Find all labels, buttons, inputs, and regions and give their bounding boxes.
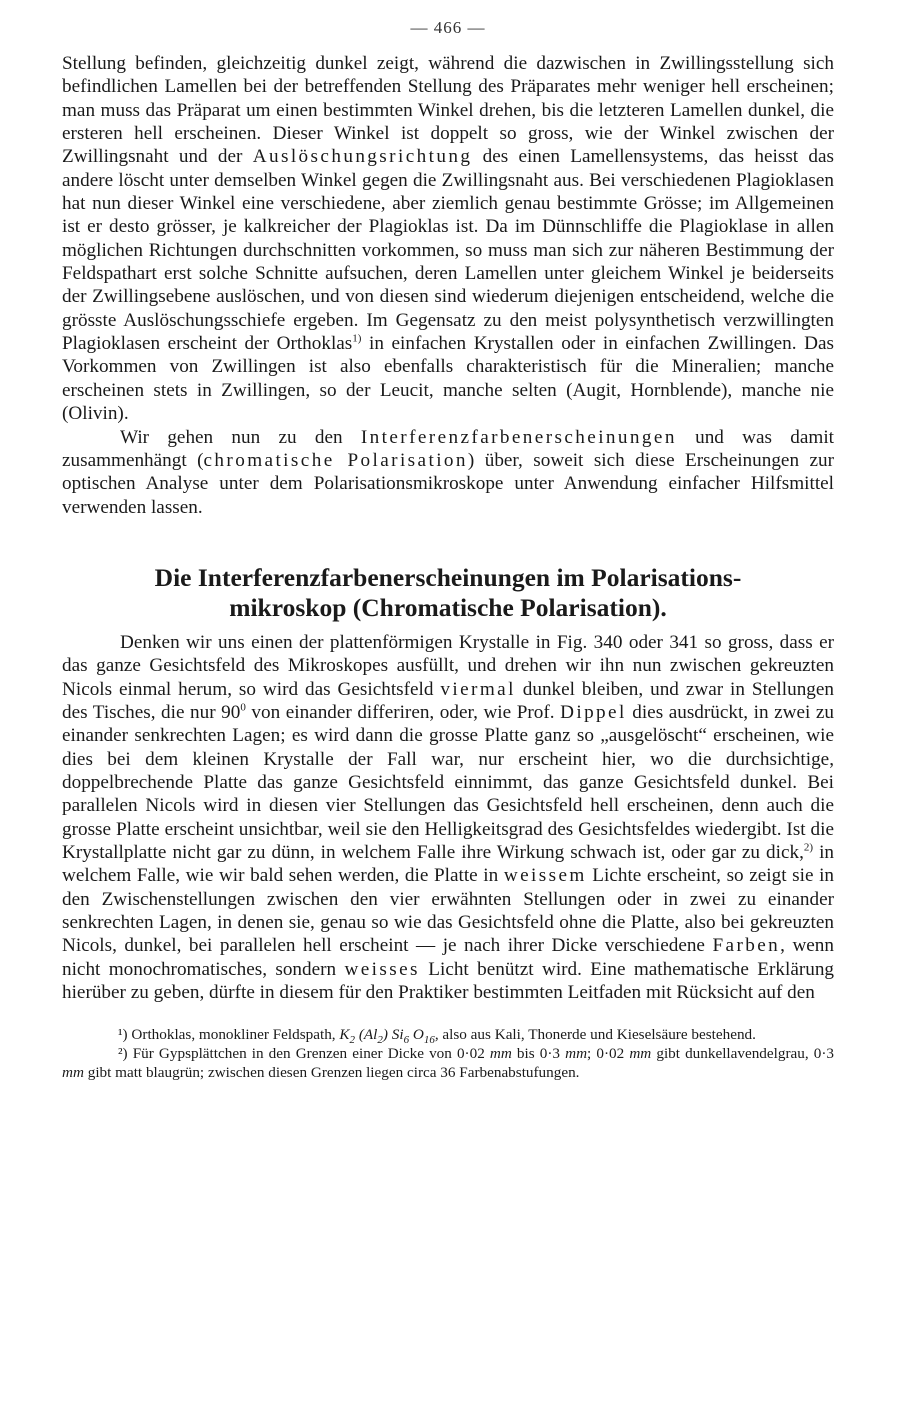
text-run: ) über, soweit sich diese Erscheinungen zur optischen Analyse unter dem Polarisationsmikroskope unter Anwendung einfacher Hilfsmittel verwenden lassen. (62, 449, 834, 518)
paragraph-transition (62, 426, 834, 519)
formula-sub: 16 (423, 1034, 435, 1047)
formula-part: O (409, 1026, 424, 1044)
footnote-ref-2: 2) (803, 841, 814, 854)
degree-mark: 0 (240, 701, 246, 714)
text-run: Denken wir uns einen der plattenförmigen Krystalle in Fig. 340 oder 341 so gross, dass er das ganze Gesichtsfeld des Mikroskopes ausfüllt, und drehen wir ihn nun zwischen gekreuzten Nicols einmal herum, so wird das Gesichtsfeld (62, 631, 834, 700)
spaced-term: Farben (712, 935, 781, 957)
text-run: Für Gypsplättchen in den Grenzen einer Dicke von 0·02 (127, 1044, 490, 1062)
formula-sub: 2 (377, 1034, 383, 1047)
spaced-term: weissem (503, 865, 587, 887)
spaced-term: chromatische Polarisation (203, 449, 468, 471)
spaced-term: Auslöschungsrichtung (252, 146, 473, 168)
text-run: Wir gehen nun zu den (120, 426, 361, 448)
unit: mm (629, 1044, 652, 1062)
text-run: des einen Lamellensystems, das heisst das andere löscht unter demselben Winkel gegen die Zwillingsnaht aus. Bei verschiedenen Plagioklasen hat nun dieser Winkel eine verschiedene, aber ziemlich genau bestimmte Grösse; im Allgemeinen ist er desto grösser, je kalkreicher der Plagioklas ist. Da im Dünnschliffe die Plagioklase in allen möglichen Richtungen durchschnitten vorkommen, so muss man sich zur näheren Bestimmung der Feldspathart erst solche Schnitte aufsuchen, deren Lamellen unter gleichem Winkel je beiderseits der Zwillingsebene auslöschen, und von diesen sind wiederum diejenigen entscheidend, welche die grösste Auslöschungsschiefe ergeben. Im Gegensatz zu den meist polysynthetisch verzwillingten Plagioklasen erscheint der Orthoklas (62, 146, 834, 355)
text-run: bis 0·3 (511, 1044, 566, 1062)
formula-sub: 2 (349, 1034, 356, 1047)
formula (339, 1026, 435, 1047)
footnotes (62, 1026, 834, 1082)
text-run: , wenn nicht monochromatisches, sondern (62, 935, 834, 980)
text-run: dies ausdrückt, in zwei zu einander senkrechten Lagen; es wird dann die grosse Platte ganz so „ausgelöscht“ erscheinen, wie dies bei dem kleinen Krystalle der Fall war, nur erscheint hier, wo die durchsichtige, doppelbrechende Platte das ganze Gesichtsfeld einnimmt, das ganze Gesichtsfeld dunkel. Bei parallelen Nicols wird in diesen vier Stellungen das Gesichtsfeld hell erscheinen, denn auch die grosse Platte erscheint unsichtbar, weil sie den Helligkeitsgrad des Gesichtsfeldes wiedergibt. Ist die Krystallplatte nicht gar zu dünn, in welchem Falle ihre Wirkung schwach ist, oder gar zu dick, (62, 701, 834, 863)
spaced-term: Interferenzfarbenerscheinungen (360, 426, 677, 448)
footnote-1 (62, 1026, 834, 1045)
text-run: in einfachen Krystallen oder in einfachen Zwillingen. Das Vorkommen von Zwillingen ist also ebenfalls charakteristisch für die Mineralien; manche erscheinen stets in Zwillingen, so der Leucit, manche selten (Augit, Hornblende), manche nie (Olivin). (62, 333, 835, 425)
text-run: und was damit zusammenhängt ( (62, 426, 834, 471)
formula-part: K (339, 1026, 350, 1044)
footnote-mark: ²) (118, 1044, 128, 1062)
unit: mm (489, 1044, 512, 1062)
footnote-2 (62, 1045, 834, 1082)
unit: mm (565, 1044, 588, 1062)
footnote-ref-1: 1) (352, 332, 362, 345)
paragraph-interference-colors (62, 631, 834, 1005)
text-run: in welchem Falle, wie wir bald sehen werden, die Platte in (62, 841, 834, 887)
text-run: dunkel bleiben, und zwar in Stellungen des Tisches, die nur 90 (62, 678, 834, 723)
page-number: — 466 — (410, 18, 486, 37)
section-heading (62, 563, 834, 623)
heading-line-2: mikroskop (Chromatische Polarisation). (229, 592, 667, 622)
text-run: Lichte erscheint, so zeigt sie in den Zwischenstellungen zwischen den vier erwähnten Stellungen oder in zwei zu einander senkrechten Lagen, in denen sie, genau so wie das Gesichtsfeld ohne die Platte, also bei gekreuzten Nicols, dunkel, bei parallelen hell erscheint — je nach ihrer Dicke verschiedene (62, 865, 834, 957)
unit: mm (62, 1063, 84, 1081)
spaced-term: viermal (440, 678, 516, 700)
paragraph-plagioclase-twinning (62, 52, 834, 426)
text-run: gibt dunkellavendelgrau, 0·3 (651, 1044, 834, 1062)
text-run: Orthoklas, monokliner Feldspath, (127, 1026, 340, 1044)
text-run: von einander differiren, oder, wie Prof. (245, 701, 561, 723)
heading-line-1: Die Interferenzfarbenerscheinungen im Polarisations- (154, 562, 742, 592)
text-run: gibt matt blaugrün; zwischen diesen Grenzen liegen circa 36 Farbenabstufungen. (83, 1063, 580, 1081)
text-run: Licht benützt wird. Eine mathematische Erklärung hierüber zu geben, dürfte in diesem für den Praktiker bestimmten Leitfaden mit Rücksicht auf den (62, 958, 835, 1004)
text-run: , also aus Kali, Thonerde und Kieselsäure bestehend. (434, 1026, 756, 1044)
formula-part: ) Si (382, 1026, 404, 1044)
formula-sub: 6 (403, 1034, 410, 1047)
spaced-name: Dippel (560, 701, 627, 723)
formula-part: (Al (355, 1026, 378, 1044)
spaced-term: weisses (344, 958, 420, 980)
text-run: ; 0·02 (587, 1044, 630, 1062)
text-run: Stellung befinden, gleichzeitig dunkel zeigt, während die dazwischen in Zwillingsstellung sich befindlichen Lamellen bei der betreffenden Stellung des Präparates mehr weniger hell erscheinen; man muss das Präparat um einen bestimmten Winkel drehen, bis die letzteren Lamellen dunkel, die ersteren hell erscheinen. Dieser Winkel ist doppelt so gross, wie der Winkel zwischen der Zwillingsnaht und der (62, 53, 834, 168)
footnote-mark: ¹) (118, 1026, 128, 1044)
